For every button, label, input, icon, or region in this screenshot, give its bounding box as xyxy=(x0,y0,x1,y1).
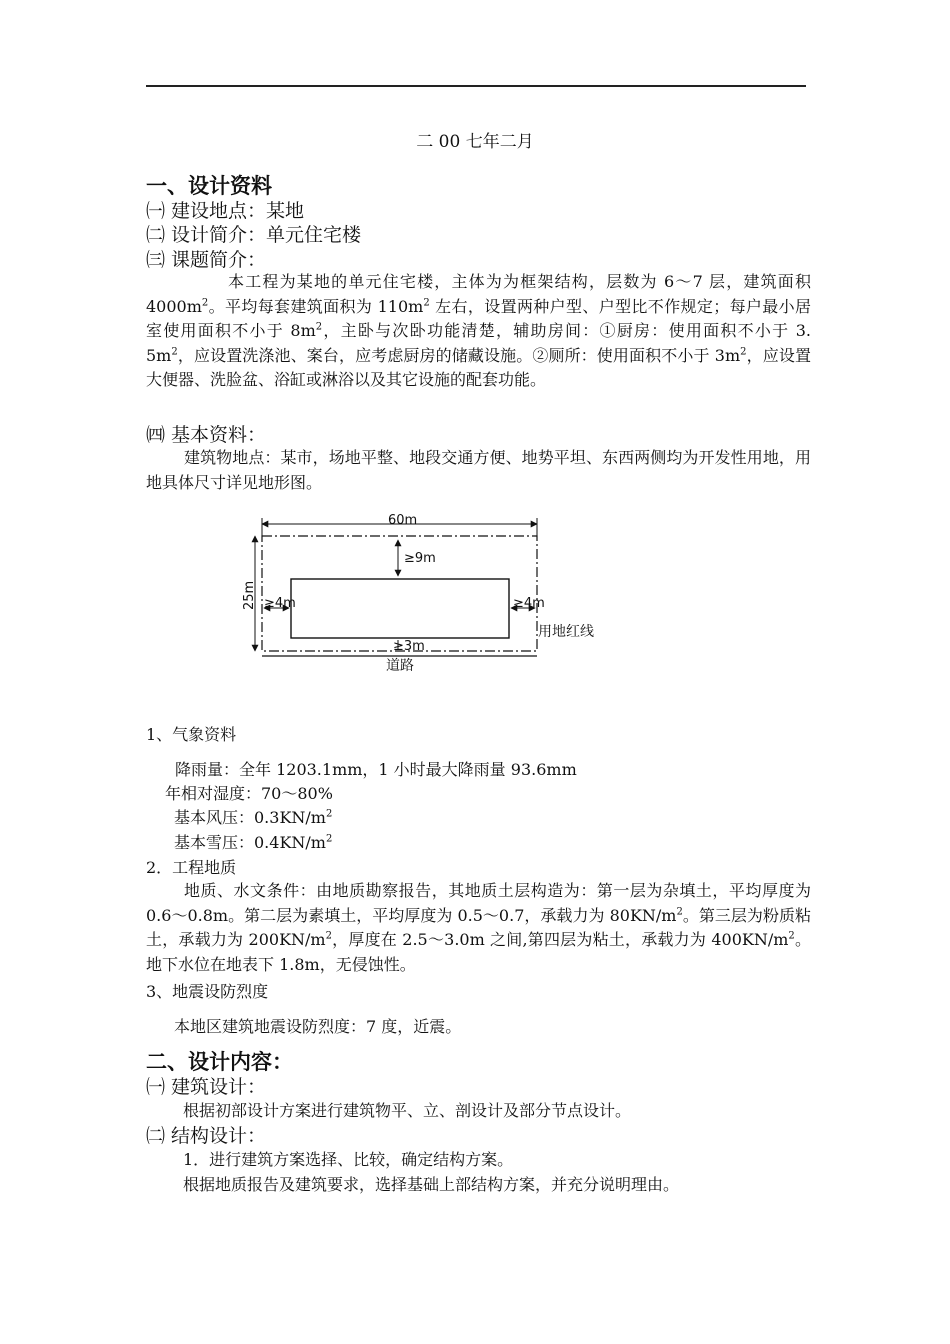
site-location-item: ㈠ 建设地点：某地 xyxy=(146,200,305,222)
geology-heading: 2．工程地质 xyxy=(146,858,237,877)
architectural-design-text: 根据初部设计方案进行建筑物平、立、剖设计及部分节点设计。 xyxy=(183,1101,632,1120)
snow-pressure-line: 基本雪压：$0.4KN/m^2$ xyxy=(174,833,333,852)
building-footprint xyxy=(291,579,509,638)
redline-label: 用地红线 xyxy=(538,624,594,640)
wind-pressure-line: 基本风压：$0.3KN/m^2$ xyxy=(174,808,333,827)
design-brief-item: ㈡ 设计简介：单元住宅楼 xyxy=(146,224,362,246)
section-1-heading: 一、设计资料 xyxy=(146,174,272,198)
document-date: 二 00 七年二月 xyxy=(416,132,534,152)
north-setback-label: ≥9m xyxy=(404,551,436,566)
project-intro-item: ㈢ 课题简介： xyxy=(146,249,267,271)
project-intro-paragraph: 本工程为某地的单元住宅楼，主体为为框架结构，层数为 6～7 层，建筑面积 $4000m^2$。平均每套建筑面积为 $110m^2$ 左右，设置两种户型、户型比不作规定；每户最小居室使用面积不小于 $8m^2$，主卧与次卧功能清楚，辅助房间：①厨房：使用面积不小于 3. $5m^2$，应设置洗涤池、案台，应考虑厨房的储藏设施。②厕所：使用面积不小于 $3m^2$，应设置大便器、洗脸盆、浴缸或淋浴以及其它设施的配套功能。 xyxy=(146,272,811,389)
section-2-heading: 二、设计内容： xyxy=(146,1050,293,1074)
west-setback-label: ≥4m xyxy=(264,596,296,611)
rainfall-line: 降雨量：全年 1203.1mm，1 小时最大降雨量 93.6mm xyxy=(175,760,577,779)
road-label: 道路 xyxy=(386,658,414,674)
site-plan-diagram xyxy=(236,510,626,682)
geology-paragraph: 地质、水文条件：由地质勘察报告，其地质土层构造为：第一层为杂填土，平均厚度为 0.6～0.8m。第二层为素填土，平均厚度为 0.5～0.7，承载力为 $80KN/m^2$。第三层为粉质粘土，承载力为 $200KN/m^2$，厚度在 2.5～3.0m 之间,第四层为粘土，承载力为 $400KN/m^2$。地下水位在地表下 1.8m，无侵蚀性。 xyxy=(146,881,811,974)
south-setback-label: ≥3m xyxy=(393,639,425,654)
depth-label: 25m xyxy=(242,580,257,610)
humidity-line: 年相对湿度：70～80% xyxy=(165,784,333,803)
width-label: 60m xyxy=(388,513,418,528)
weather-heading: 1、气象资料 xyxy=(146,725,237,744)
seismic-heading: 3、地震设防烈度 xyxy=(146,982,269,1001)
seismic-text: 本地区建筑地震设防烈度：7 度，近震。 xyxy=(174,1017,462,1036)
structural-design-text: 根据地质报告及建筑要求，选择基础上部结构方案，并充分说明理由。 xyxy=(183,1175,680,1194)
basic-info-paragraph: 建筑物地点：某市，场地平整、地段交通方便、地势平坦、东西两侧均为开发性用地，用地具体尺寸详见地形图。 xyxy=(146,448,811,492)
site-boundary-redline xyxy=(262,536,537,651)
structural-design-item: ㈡ 结构设计： xyxy=(146,1125,267,1147)
architectural-design-item: ㈠ 建筑设计： xyxy=(146,1076,267,1098)
header-rule xyxy=(146,85,806,87)
structural-step-1: 1．进行建筑方案选择、比较，确定结构方案。 xyxy=(183,1150,514,1169)
east-setback-label: ≥4m xyxy=(513,596,545,611)
basic-info-item: ㈣ 基本资料： xyxy=(146,424,267,446)
